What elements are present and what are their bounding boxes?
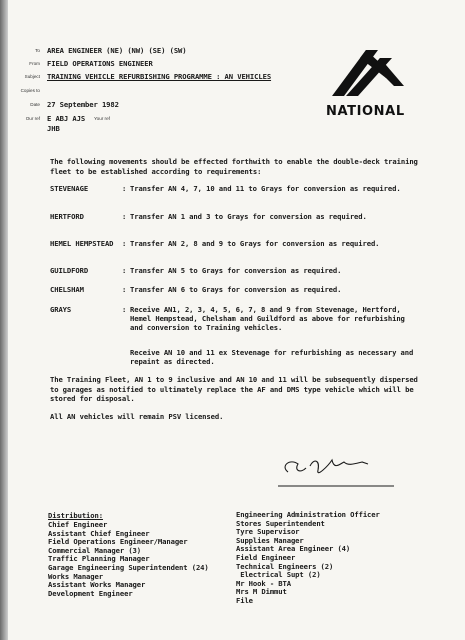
our-ref-value: E ABJ AJS (47, 114, 86, 123)
movement-place: GUILDFORD (50, 266, 89, 275)
distribution-item: Assistant Area Engineer (4) (236, 544, 351, 554)
to-label: To (35, 48, 40, 53)
movement-colon: : (122, 239, 127, 248)
ref-second-line: JHB (47, 124, 60, 133)
movement-place: GRAYS (50, 305, 72, 314)
our-ref-label: Our ref (25, 116, 40, 121)
distribution-item: Assistant Chief Engineer (48, 528, 150, 538)
movement-colon: : (122, 305, 127, 314)
movement-desc: Transfer AN 5 to Grays for conversion as required. (130, 266, 342, 275)
from-label: From (29, 61, 40, 66)
movement-place: HERTFORD (50, 212, 84, 221)
movement-desc: Transfer AN 1 and 3 to Grays for conversion as required. (130, 212, 367, 221)
distribution-item: Field Engineer (236, 552, 296, 562)
movement-place: HEMEL HEMPSTEAD (50, 239, 114, 248)
copies-label: Copies to (20, 88, 40, 93)
distribution-item: File (236, 595, 253, 605)
distribution-item: Mr Hook - BTA (236, 578, 291, 588)
movement-place: CHELSHAM (50, 285, 84, 294)
licensed-paragraph: All AN vehicles will remain PSV licensed. (50, 412, 224, 421)
distribution-item: Stores Superintendent (236, 518, 325, 528)
distribution-left-list (48, 521, 209, 598)
distribution-item: Garage Engineering Superintendent (24) (48, 562, 209, 572)
distribution-item: Engineering Administration Officer (236, 510, 380, 519)
training-fleet-paragraph: The Training Fleet, AN 1 to 9 inclusive and AN 10 and 11 will be subsequently dispersed to garages as notified to ultimately replace the AF and DMS type vehicle which will be stored for disposal. (50, 375, 418, 403)
movement-desc: Receive AN1, 2, 3, 4, 5, 6, 7, 8 and 9 from Stevenage, Hertford, Hemel Hempstead, Chelsham and Guildford as above for refurbishing and conversion to Training vehicles. (130, 305, 405, 333)
distribution-item: Supplies Manager (236, 535, 304, 545)
to-value: AREA ENGINEER (NE) (NW) (SE) (SW) (47, 46, 187, 55)
subject-label: Subject (24, 74, 40, 79)
from-value: FIELD OPERATIONS ENGINEER (47, 59, 153, 68)
movement-place: STEVENAGE (50, 184, 89, 193)
intro-paragraph: The following movements should be effected forthwith to enable the double-deck training fleet to be established according to requirements: (50, 157, 418, 176)
distribution-item: Development Engineer (48, 588, 133, 598)
distribution-item: Technical Engineers (2) (236, 561, 334, 571)
movement-colon: : (122, 285, 127, 294)
distribution-item: Chief Engineer (48, 520, 108, 529)
signature (270, 448, 400, 498)
distribution-heading: Distribution: (48, 511, 103, 520)
movement-desc: Transfer AN 2, 8 and 9 to Grays for conversion as required. (130, 239, 380, 248)
subject-value: TRAINING VEHICLE REFURBISHING PROGRAMME : AN VEHICLES (47, 72, 272, 81)
national-logo-text: NATIONAL (326, 104, 405, 119)
date-label: Date (30, 102, 40, 107)
distribution-item: Electrical Supt (2) (236, 570, 321, 580)
grays-extra-desc: Receive AN 10 and 11 ex Stevenage for refurbishing as necessary and repaint as directed. (130, 348, 414, 367)
distribution-item: Traffic Planning Manager (48, 554, 150, 564)
movement-colon: : (122, 212, 127, 221)
movement-colon: : (122, 266, 127, 275)
distribution-item: Assistant Works Manager (48, 580, 146, 590)
distribution-item: Field Operations Engineer/Manager (48, 537, 188, 547)
your-ref-label: Your ref (94, 116, 110, 121)
date-value: 27 September 1982 (47, 100, 119, 109)
distribution-item: Tyre Supervisor (236, 527, 300, 537)
movement-colon: : (122, 184, 127, 193)
movement-desc: Transfer AN 4, 7, 10 and 11 to Grays for conversion as required. (130, 184, 401, 193)
movement-desc: Transfer AN 6 to Grays for conversion as required. (130, 285, 342, 294)
distribution-item: Mrs M Dimmut (236, 587, 287, 597)
distribution-item: Commercial Manager (3) (48, 545, 141, 555)
distribution-right-list (236, 511, 380, 606)
distribution-item: Works Manager (48, 571, 103, 581)
